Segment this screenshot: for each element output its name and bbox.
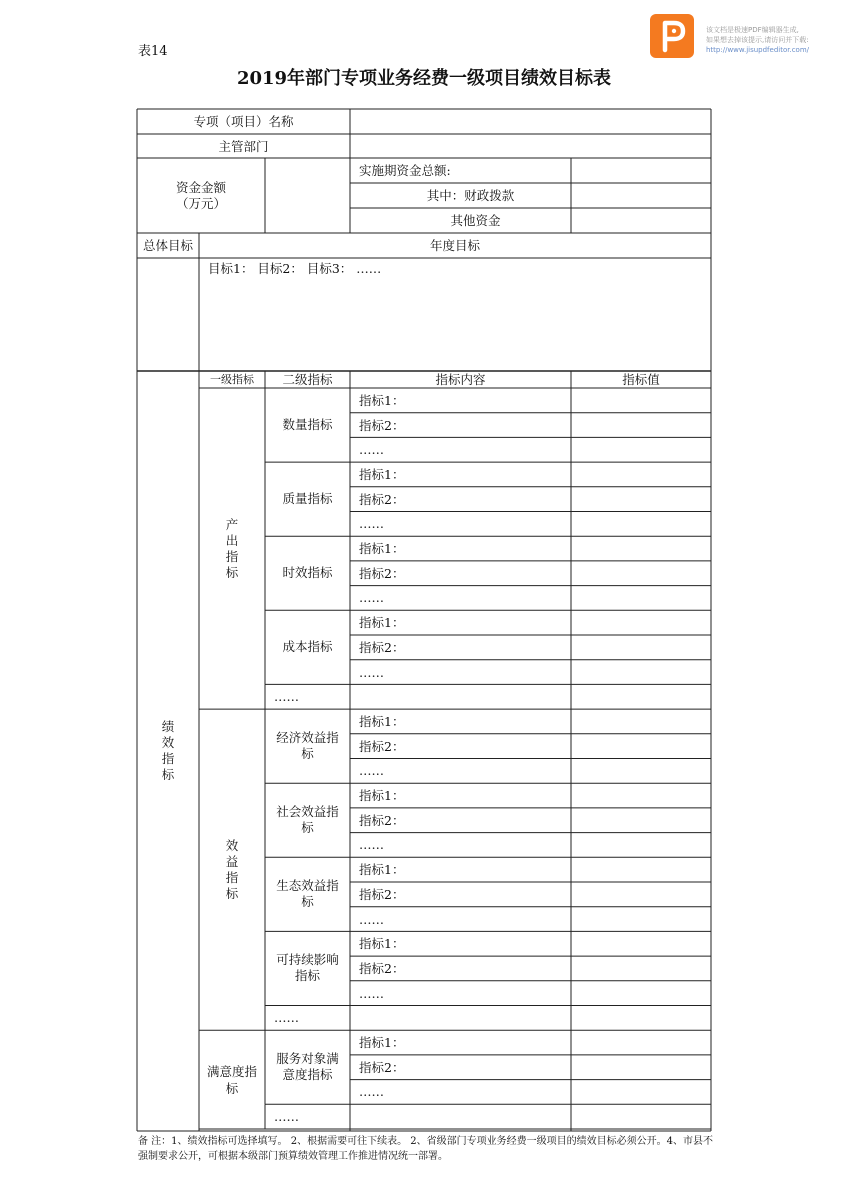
output-more-groups[interactable]: …… (274, 689, 299, 705)
value-header: 指标值 (622, 372, 660, 387)
satisfaction-more-groups[interactable]: …… (274, 1109, 299, 1125)
effect-ecological-indicator-1-value[interactable] (571, 857, 711, 882)
satisfaction-service-target-indicator-1-content[interactable]: 指标1： (359, 1035, 405, 1051)
effect-sustainable-indicator-1-content[interactable]: 指标1： (359, 936, 405, 952)
output-quantity-label: 数量指标 (282, 417, 333, 433)
output-timeliness-indicator-1-content[interactable]: 指标1： (359, 541, 405, 557)
footnote: 备 注：1、绩效指标可选择填写。 2、根据需要可往下续表。 2、省级部门专项业务经费一级项目的绩效目标必须公开。4、市县不强制要求公开，可根据本级部门预算绩效管理工作推进情况统一部署。 (138, 1136, 713, 1162)
satisfaction-more-content[interactable] (350, 1104, 571, 1129)
satisfaction-more-value[interactable] (571, 1104, 711, 1129)
effect-economic-indicator-1-content[interactable]: 指标1： (359, 713, 405, 729)
other-funds-value[interactable] (571, 208, 711, 233)
content-header: 指标内容 (435, 372, 486, 387)
effect-economic-indicator-more-value[interactable] (571, 759, 711, 784)
effect-sustainable-indicator-2-content[interactable]: 指标2： (359, 960, 405, 976)
output-quantity-indicator-1-content[interactable]: 指标1： (359, 392, 405, 408)
output-timeliness-indicator-more-content[interactable]: …… (359, 590, 384, 606)
satisfaction-service-target-label: 服务对象满意度指标 (276, 1051, 339, 1083)
output-cost-indicator-1-value[interactable] (571, 610, 711, 635)
output-quality-indicator-2-value[interactable] (571, 487, 711, 512)
effect-more-content[interactable] (350, 1006, 571, 1031)
effect-ecological-indicator-1-content[interactable]: 指标1： (359, 862, 405, 878)
effect-social-indicator-more-value[interactable] (571, 833, 711, 858)
effect-ecological-indicator-2-value[interactable] (571, 882, 711, 907)
pdf-editor-logo-icon (650, 14, 694, 58)
watermark-line-1: 该文档是极速PDF编辑器生成, (706, 26, 799, 34)
output-quantity-indicator-1-value[interactable] (571, 388, 711, 413)
effect-economic-indicator-2-content[interactable]: 指标2： (359, 738, 405, 754)
annual-goal-label: 年度目标 (429, 238, 480, 253)
effect-economic-indicator-1-value[interactable] (571, 709, 711, 734)
annual-goal-text[interactable]: 目标1： 目标2： 目标3： …… (208, 261, 382, 276)
effect-social-label: 社会效益指标 (276, 804, 339, 836)
satisfaction-service-target-indicator-more-content[interactable]: …… (359, 1084, 384, 1100)
output-quantity-indicator-more-content[interactable]: …… (359, 442, 384, 458)
effect-economic-label: 经济效益指标 (276, 730, 339, 762)
effect-social-indicator-more-content[interactable]: …… (359, 837, 384, 853)
level2-header: 二级指标 (282, 372, 333, 387)
output-cost-indicator-1-content[interactable]: 指标1： (359, 615, 405, 631)
effect-sustainable-indicator-more-content[interactable]: …… (359, 985, 384, 1001)
funds-amount-value[interactable] (265, 158, 350, 233)
department-label: 主管部门 (218, 138, 269, 154)
effect-sustainable-label: 可持续影响指标 (276, 952, 339, 984)
satisfaction-service-target-indicator-2-content[interactable]: 指标2： (359, 1059, 405, 1075)
satisfaction-indicators-label: 满意度指标 (206, 1063, 257, 1096)
watermark-line-2: 如果想去掉该提示,请访问并下载: (706, 36, 809, 44)
output-quality-indicator-1-content[interactable]: 指标1： (359, 466, 405, 482)
effect-sustainable-indicator-more-value[interactable] (571, 981, 711, 1006)
page-title: 2019年部门专项业务经费一级项目绩效目标表 (236, 68, 612, 89)
fiscal-funds-label: 其中：财政拨款 (426, 188, 515, 203)
effect-sustainable-indicator-2-value[interactable] (571, 956, 711, 981)
effect-social-indicator-2-value[interactable] (571, 808, 711, 833)
effect-economic-indicator-2-value[interactable] (571, 734, 711, 759)
watermark (650, 14, 840, 62)
output-cost-indicator-2-value[interactable] (571, 635, 711, 660)
overall-goal-value[interactable] (137, 258, 199, 371)
output-cost-indicator-more-value[interactable] (571, 660, 711, 685)
overall-goal-label: 总体目标 (142, 238, 193, 253)
output-indicators-label: 产 出 指 标 (225, 516, 239, 580)
output-more-value[interactable] (571, 684, 711, 709)
output-timeliness-indicator-2-content[interactable]: 指标2： (359, 565, 405, 581)
table-number: 表14 (138, 44, 168, 59)
effect-social-indicator-1-content[interactable]: 指标1： (359, 788, 405, 804)
output-quality-indicator-more-content[interactable]: …… (359, 516, 384, 532)
satisfaction-service-target-indicator-2-value[interactable] (571, 1055, 711, 1080)
watermark-url[interactable]: http://www.jisupdfeditor.com/ (706, 46, 810, 54)
effect-social-indicator-2-content[interactable]: 指标2： (359, 812, 405, 828)
output-quality-indicator-1-value[interactable] (571, 462, 711, 487)
effect-sustainable-indicator-1-value[interactable] (571, 931, 711, 956)
output-cost-indicator-more-content[interactable]: …… (359, 664, 384, 680)
output-cost-indicator-2-content[interactable]: 指标2： (359, 639, 405, 655)
output-quality-label: 质量指标 (282, 491, 333, 507)
output-quality-indicator-more-value[interactable] (571, 512, 711, 537)
output-quantity-indicator-more-value[interactable] (571, 437, 711, 462)
output-more-content[interactable] (350, 684, 571, 709)
project-name-value[interactable] (350, 109, 711, 134)
effect-ecological-indicator-more-content[interactable]: …… (359, 911, 384, 927)
total-funds-value[interactable] (571, 158, 711, 183)
effect-indicators-label: 效 益 指 标 (225, 837, 239, 901)
fiscal-funds-value[interactable] (571, 183, 711, 208)
effect-more-groups[interactable]: …… (274, 1010, 299, 1026)
performance-indicators-label: 绩 效 指 标 (161, 719, 175, 782)
effect-more-value[interactable] (571, 1006, 711, 1031)
output-quality-indicator-2-content[interactable]: 指标2： (359, 491, 405, 507)
other-funds-label: 其他资金 (450, 213, 501, 228)
effect-ecological-label: 生态效益指标 (276, 878, 339, 910)
funds-amount-label: 资金金额 （万元） (175, 179, 226, 211)
output-timeliness-label: 时效指标 (282, 565, 333, 581)
project-name-label: 专项（项目）名称 (193, 114, 294, 129)
department-value[interactable] (350, 134, 711, 158)
output-quantity-indicator-2-content[interactable]: 指标2： (359, 417, 405, 433)
output-timeliness-indicator-1-value[interactable] (571, 536, 711, 561)
satisfaction-service-target-indicator-1-value[interactable] (571, 1030, 711, 1055)
effect-economic-indicator-more-content[interactable]: …… (359, 763, 384, 779)
satisfaction-service-target-indicator-more-value[interactable] (571, 1080, 711, 1105)
output-timeliness-indicator-more-value[interactable] (571, 586, 711, 611)
effect-social-indicator-1-value[interactable] (571, 783, 711, 808)
output-timeliness-indicator-2-value[interactable] (571, 561, 711, 586)
effect-ecological-indicator-2-content[interactable]: 指标2： (359, 886, 405, 902)
level1-header: 一级指标 (210, 373, 254, 386)
output-quantity-indicator-2-value[interactable] (571, 413, 711, 438)
total-funds-label: 实施期资金总额: (359, 163, 451, 178)
output-cost-label: 成本指标 (282, 639, 333, 655)
effect-ecological-indicator-more-value[interactable] (571, 907, 711, 932)
